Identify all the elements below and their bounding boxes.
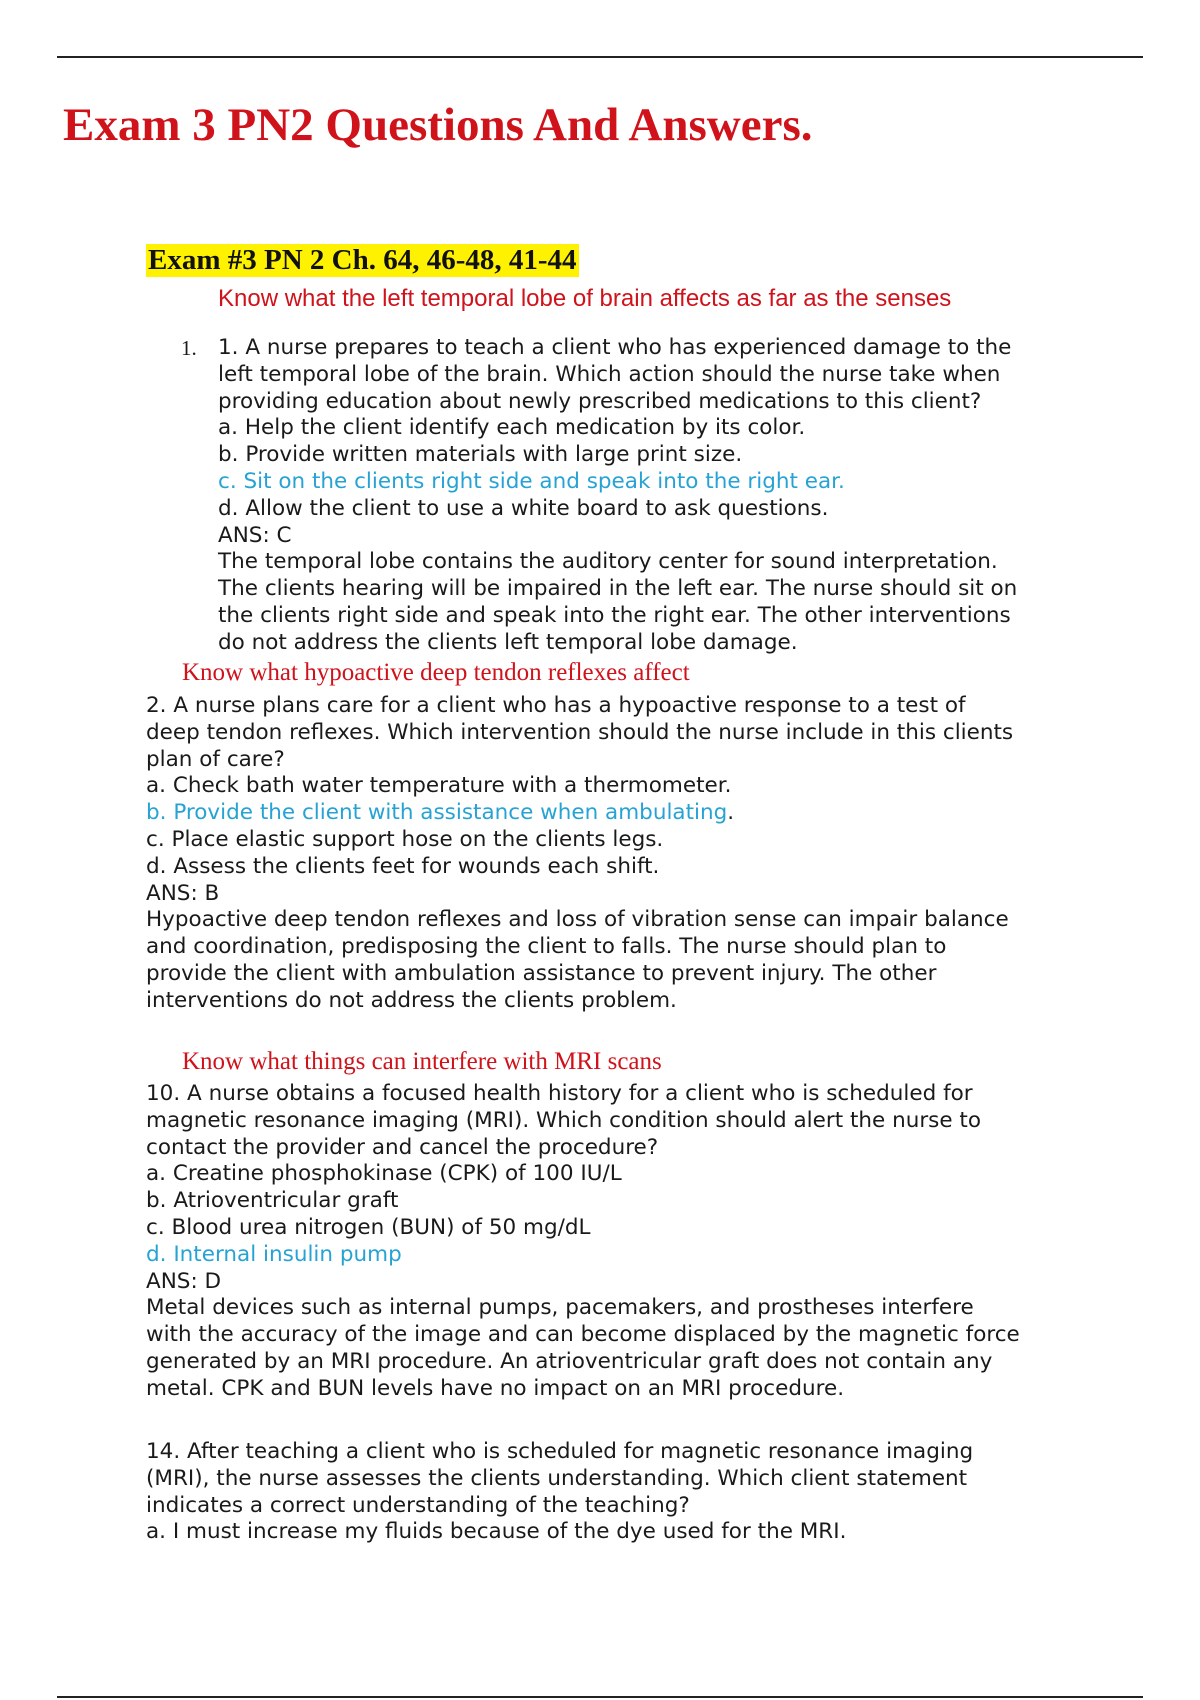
option-a: a. Check bath water temperature with a thermometer. <box>146 773 732 799</box>
option-c: c. Place elastic support hose on the clients legs. <box>146 826 664 852</box>
exam-heading: Exam #3 PN 2 Ch. 64, 46-48, 41-44 <box>148 244 577 276</box>
option-d-correct: d. Internal insulin pump <box>146 1241 402 1267</box>
option-a: a. Help the client identify each medication by its color. <box>218 415 806 441</box>
topic-temporal-lobe: Know what the left temporal lobe of brain affects as far as the senses <box>218 285 952 312</box>
question-line: left temporal lobe of the brain. Which action should the nurse take when <box>218 361 1001 387</box>
answer-key: ANS: B <box>146 880 220 906</box>
option-d: d. Assess the clients feet for wounds each shift. <box>146 853 660 879</box>
question-line: deep tendon reflexes. Which intervention should the nurse include in this clients <box>146 719 1014 745</box>
rationale-line: Metal devices such as internal pumps, pacemakers, and prostheses interfere <box>146 1295 974 1321</box>
option-b-period: . <box>727 800 735 826</box>
question-10 <box>146 1081 1020 1403</box>
question-line: 10. A nurse obtains a focused health history for a client who is scheduled for <box>146 1081 973 1106</box>
rationale-line: the clients right side and speak into the right ear. The other interventions <box>218 602 1011 628</box>
rationale-line: interventions do not address the clients problem. <box>146 987 677 1013</box>
option-c-correct: c. Sit on the clients right side and speak into the right ear. <box>218 468 845 494</box>
rationale-line: The clients hearing will be impaired in the left ear. The nurse should sit on <box>218 576 1018 602</box>
answer-key: ANS: D <box>146 1268 222 1294</box>
question-line: indicates a correct understanding of the teaching? <box>146 1492 690 1518</box>
rationale-line: The temporal lobe contains the auditory center for sound interpretation. <box>218 549 998 575</box>
rationale-line: with the accuracy of the image and can become displaced by the magnetic force <box>146 1322 1020 1348</box>
question-line: 1. A nurse prepares to teach a client who has experienced damage to the <box>218 335 1012 360</box>
option-a: a. Creatine phosphokinase (CPK) of 100 IU/L <box>146 1161 622 1187</box>
page-title: Exam 3 PN2 Questions And Answers. <box>63 99 813 151</box>
option-d: d. Allow the client to use a white board to ask questions. <box>218 495 829 521</box>
rationale-line: generated by an MRI procedure. An atrioventricular graft does not contain any <box>146 1348 993 1374</box>
question-line: 2. A nurse plans care for a client who has a hypoactive response to a test of <box>146 693 966 718</box>
rationale-line: provide the client with ambulation assistance to prevent injury. The other <box>146 960 937 986</box>
list-marker: 1. <box>181 336 197 360</box>
top-rule <box>57 56 1143 58</box>
option-b-correct: b. Provide the client with assistance when ambulating <box>146 800 728 826</box>
question-line: (MRI), the nurse assesses the clients understanding. Which client statement <box>146 1465 968 1491</box>
option-b: b. Provide written materials with large print size. <box>218 442 743 468</box>
option-b-row <box>146 800 1013 827</box>
topic-mri-interference: Know what things can interfere with MRI scans <box>182 1048 662 1075</box>
option-b: b. Atrioventricular graft <box>146 1188 399 1214</box>
question-line: providing education about newly prescribed medications to this client? <box>218 388 982 414</box>
rationale-line: and coordination, predisposing the client to falls. The nurse should plan to <box>146 934 947 960</box>
rationale-line: metal. CPK and BUN levels have no impact on an MRI procedure. <box>146 1375 845 1401</box>
question-2 <box>146 693 1013 1015</box>
question-line: plan of care? <box>146 746 285 772</box>
topic-hypoactive-reflexes: Know what hypoactive deep tendon reflexes affect <box>182 659 690 686</box>
question-14 <box>146 1439 973 1546</box>
question-1 <box>218 335 1017 657</box>
question-line: 14. After teaching a client who is scheduled for magnetic resonance imaging <box>146 1439 974 1464</box>
answer-key: ANS: C <box>218 522 292 548</box>
rationale-line: Hypoactive deep tendon reflexes and loss of vibration sense can impair balance <box>146 907 1009 933</box>
option-a: a. I must increase my fluids because of the dye used for the MRI. <box>146 1519 847 1545</box>
rationale-line: do not address the clients left temporal lobe damage. <box>218 629 798 655</box>
question-line: contact the provider and cancel the procedure? <box>146 1134 659 1160</box>
bottom-rule <box>57 1696 1143 1698</box>
question-line: magnetic resonance imaging (MRI). Which condition should alert the nurse to <box>146 1107 982 1133</box>
option-c: c. Blood urea nitrogen (BUN) of 50 mg/dL <box>146 1214 591 1240</box>
